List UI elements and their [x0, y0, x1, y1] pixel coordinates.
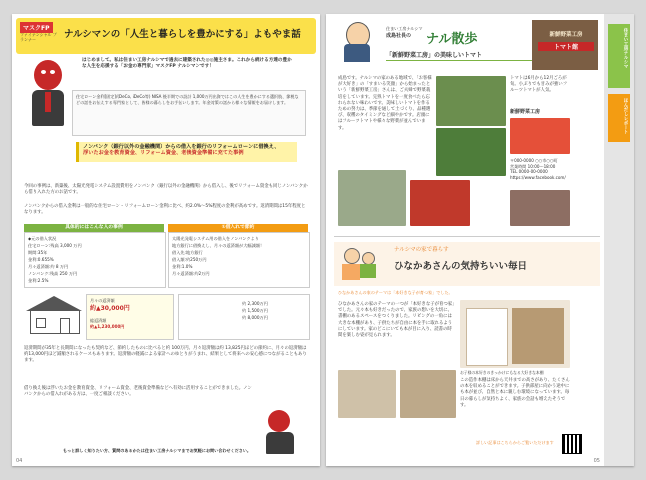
column-label: 住まい工房ナルシマ: [386, 26, 423, 31]
page-title: ナルシマンの「人生と暮らしを豊かにする」よもやま話: [64, 29, 301, 40]
result-detail-value: 約 1,500万円: [242, 308, 268, 313]
tomato-plant-photo: [436, 128, 506, 176]
shop-info: 〒000-0000 ○○市○○町 営業時間 10:00〜18:00 TEL 0000-00-0000 https://www.facebook.com/: [510, 158, 566, 180]
article1-sidebar: トマトは6月から12月ごろが旬。小ぶりでも甘みが強いフルーツトマトが人気。: [510, 76, 568, 94]
mascot-illustration: [26, 60, 70, 132]
intro-box-text: 住宅ローン金利[固定]/(DeCo, iDeCo等) NISA 後半期での設計 1,000万円出資ではこの人生を豊かにする選択肢、節税などの話をお伝えする専門家として、皆様の暮らしをお手伝いします。年金対策の話から様々な情報をお届けします。: [76, 94, 299, 105]
table-right-items: [172, 235, 306, 277]
body-paragraph-2: ノンバンクからの借入金利は一般的な住宅ローン・リフォームローン金利に比べ、約2.0%〜5%程度の金利が高めです。返済期間は15年程度となります。: [24, 204, 306, 216]
table-right-header: ①借入れで節約: [168, 224, 308, 232]
table-left-item: ノンバンク:残高 250 万円: [28, 271, 78, 276]
body-paragraph-1: 今回の事例は、新築後、太陽光発電システム設置費用をノンバンク（銀行以外の金融機関）から借入し、後でリフォーム資金も同じノンバンクから借り入れた方のお話です。: [24, 184, 308, 196]
section2-kicker: ナルシマの家で暮らす: [394, 247, 449, 253]
result-value: 約▲30,000円: [90, 305, 130, 312]
table-left-item: 月々返済額:約 8 万円: [28, 264, 69, 269]
series-title: ナル散歩: [426, 32, 478, 47]
table-left-item: ◆元の借入状況: [28, 236, 57, 241]
page-number-left: 04: [16, 458, 23, 464]
vegetable-stand-photo: [510, 190, 570, 226]
section2-header: [334, 242, 600, 286]
series-sub: 「新鮮野菜工房」の美味しいトマト: [386, 50, 536, 61]
shop-sign-text: 新鮮野菜工房: [549, 32, 583, 38]
table-right-item: 月々返済額:約2万円: [172, 271, 210, 276]
mask-fp-tag: マスクFP: [20, 22, 53, 33]
bookshelf-photo: [460, 300, 570, 368]
right-sidebar: [604, 14, 634, 466]
footer-contact: もっと詳しく知りたい方、質問のあるかたは住まい工房ナルシマまでお気軽にお問い合わせください。: [62, 448, 251, 453]
tomato-greenhouse-photo: [436, 76, 506, 126]
right-page: [326, 14, 634, 466]
table-left-item: 期間:35年: [28, 250, 48, 255]
table-right-item: 太陽光発電システム用の借入をノンバンクより: [172, 236, 259, 241]
qr-note: 詳しい記事はこちらからご覧いただけます: [476, 440, 554, 445]
table-left-header: 具体的にはこんな人の事例: [24, 224, 164, 232]
family-illustration: [342, 248, 386, 282]
article2b-text: この造作本棚は床から天井までの高さがあり、たくさんの本を収めることができます。子供部屋に向かう途中にも本が並び、自然と本に親しむ環境になっています。毎日の暮らしが気持ちよく、家族の会話も増えたそうです。: [460, 378, 570, 408]
mascot-small-illustration: [262, 410, 298, 454]
series-kicker: 成島社長の: [386, 33, 412, 39]
left-header-band: [16, 18, 316, 54]
table-left-item: 金利:0.655%: [28, 257, 54, 262]
intro-text: はじめまして。私は住まい工房ナルシマで過去に建築された◎◎施主さま。これから続ける方達の豊かな人生を応援する「お金の専門家」マスクFP ナルシマンです！: [82, 58, 292, 70]
article1-text: 成島です。ナルシマの家のある地域で、「お客様が大好き」の「すまいる笑顔」から始まったという「新鮮野菜工房」さんは、ご夫婦で野菜栽培をしています。完熟トマトを一度食べたら忘れられない味わいです。美味しいトマトを作るための努力は、季節を通して土づくり、品種選び、収穫のタイミングなど細やかです。店頭にはフルーツトマトや様々な野菜が並んでいます。: [338, 76, 432, 131]
interior-photo-2: [400, 370, 456, 418]
bookshelf-caption: お子様の本好きのきっかけにもなる大好きな本棚: [460, 370, 544, 375]
sidebar-mid-label: ほんだしレポート: [623, 98, 628, 134]
farmer-photo: [338, 170, 406, 226]
column-header: [334, 20, 600, 72]
table-left-items: [28, 235, 162, 284]
table-right-item: 借入額:約250万円: [172, 257, 207, 262]
section2-title: ひなかあさんの気持ちいい毎日: [394, 261, 528, 272]
section-divider: [334, 236, 600, 237]
president-avatar: [342, 22, 372, 62]
body-paragraph-3: 返済期間が35年と長期間になったも契約など、節約したものに比べると約 100万円、月々返済額は約 13,825円ほどの節約に、月々の返済額は約13,000円ほど減額されるケースもあります。返済額の軽減による家計へのゆとりがうまれ、結果として将来への安心感につながることもあります。: [24, 346, 307, 364]
house-illustration: [26, 294, 82, 334]
table-right-item: 金利:1.0%: [172, 264, 193, 269]
result-detail-value: 約 2,300万円: [242, 301, 268, 306]
result-detail-values: [242, 300, 306, 321]
shop-sign-photo: [532, 20, 598, 70]
page-number-right: 05: [593, 458, 600, 464]
left-page: [12, 14, 320, 466]
shop-info-title: 新鮮野菜工房: [510, 109, 541, 115]
section2-intro: ひなかあさんの家のテーマは「本好きな子が育つ家」でした。: [338, 290, 453, 295]
body-paragraph-4: 借り換え後は浮いたお金を教育資金、リフォーム資金、老後資金準備などへ有効に活用することができました。ノンバンクからの借入れがある方は、一度ご相談ください。: [24, 386, 252, 398]
total-value: 約▲1,230,000円: [90, 324, 125, 329]
table-right-item: 地方銀行に借換えし、月々の返済額が大幅減額！: [172, 243, 265, 248]
qr-code: [562, 434, 582, 454]
interior-photo-1: [338, 370, 396, 418]
table-left-item: 住宅ローン:残高 3,000 万円: [28, 243, 82, 248]
tag-subtitle: ファイナンシャル プランナー: [20, 32, 57, 42]
result-label: 月々の返済額: [90, 298, 115, 303]
tomato-closeup-photo: [410, 180, 470, 226]
sidebar-top-label: 住まい工房ナルシマ: [623, 28, 628, 69]
table-left-item: 金利:2.5%: [28, 278, 49, 283]
case-heading-line2: 浮いたお金を教育資金、リフォーム資金、老後資金準備に充てた事例: [83, 150, 244, 157]
result-detail-value: 約 8,000万円: [242, 315, 268, 320]
case-heading: [76, 142, 297, 162]
article2-text: ひなかあさんの家のテーマの一つが「本好きな子が育つ家」でした。元々本も好きだったので、家族の想いを大切に、書棚のあるスペースをつくりました。リビングの一角には大きな本棚があり、子供たちが自由に本を手に取れるようにしています。家のどこにいても本が目に入り、読書の時間を楽しむ姿が見られます。: [338, 302, 455, 339]
tomato-basket-photo: [510, 118, 570, 154]
case-heading-line1: ノンバンク（銀行以外の金融機関）からの借入を銀行のリフォームローンに借換え、: [83, 144, 280, 150]
table-right-item: 借入先:地方銀行: [172, 250, 203, 255]
total-label: 総返済額: [90, 318, 107, 323]
shop-sign-sub: トマト館: [538, 42, 594, 51]
